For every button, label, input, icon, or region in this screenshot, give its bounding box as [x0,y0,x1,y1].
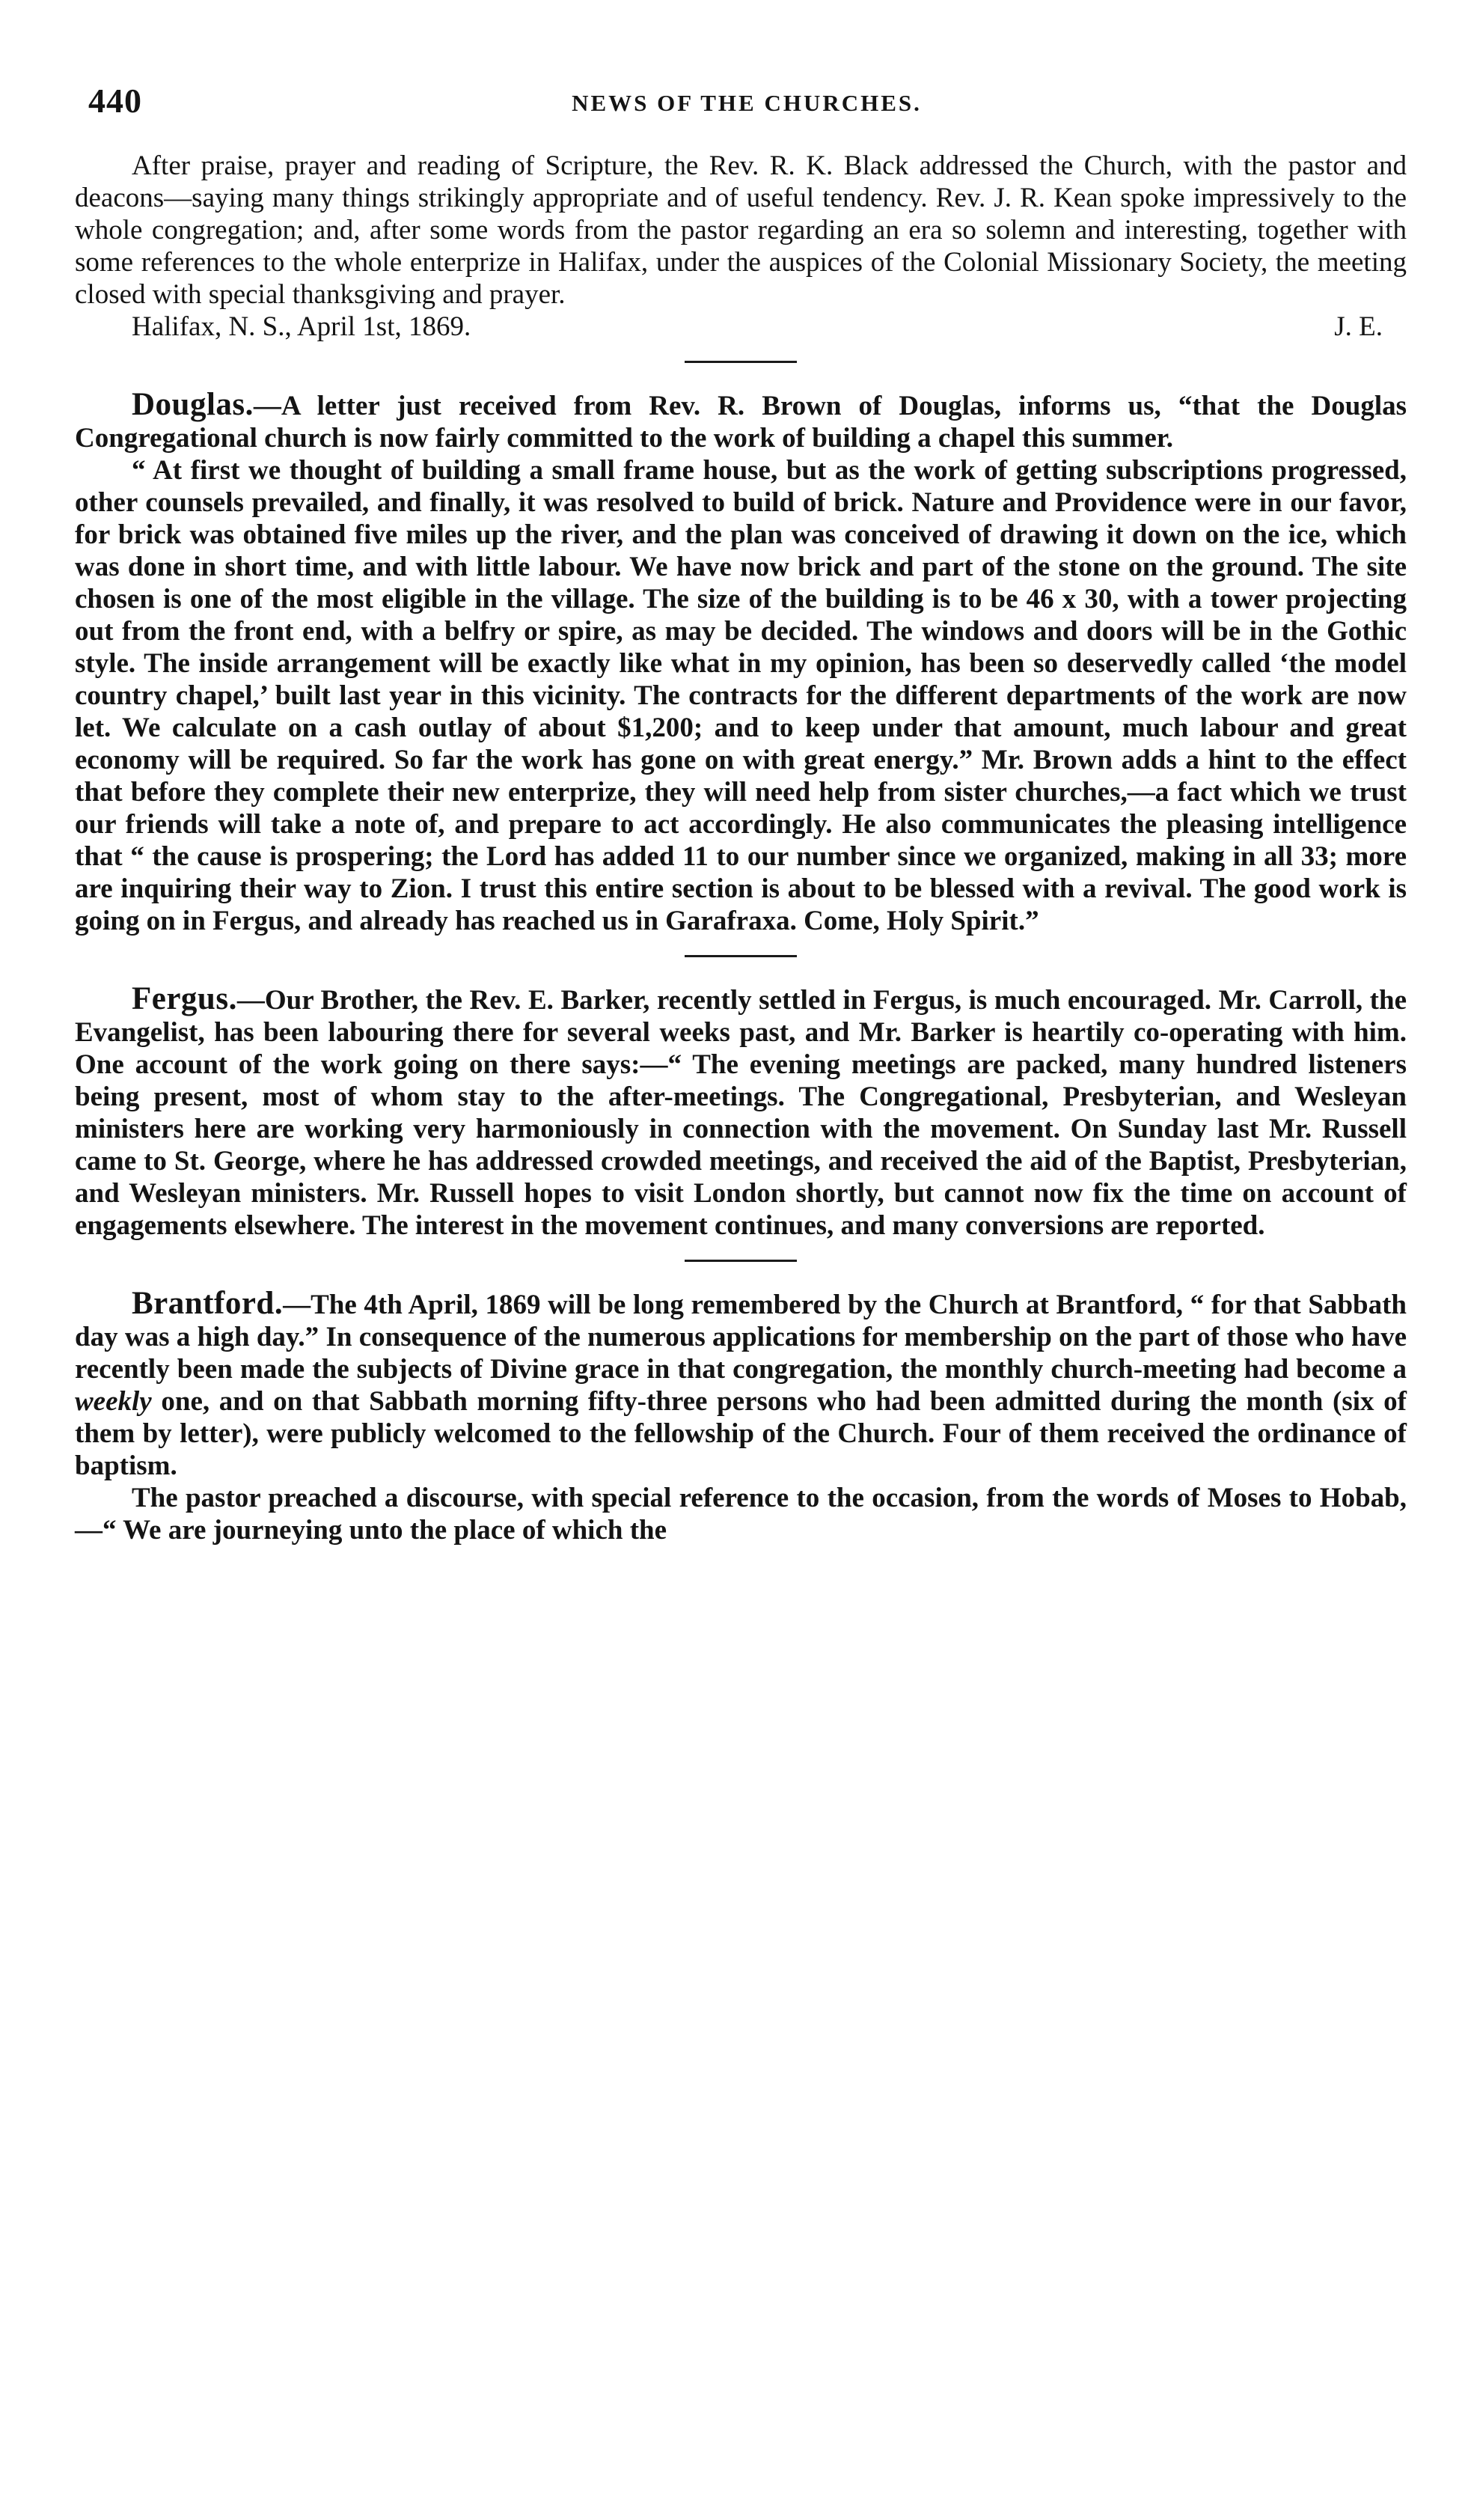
halifax-place-date: Halifax, N. S., April 1st, 1869. [132,311,471,342]
halifax-signoff [75,311,1407,343]
douglas-body-paragraph: “ At first we thought of building a small frame house, but as the work of getting subscriptions progressed, other counsels prevailed, and finally, it was resolved to build of brick. Nature and Providence were in our favor, for brick was obtained five miles up the river, and the plan was conceived of drawing it down on the ice, which was done in short time, and with little labour. We have now brick and part of the stone on the ground. The site chosen is one of the most eligible in the village. The size of the building is to be 46 x 30, with a tower projecting out from the front end, with a belfry or spire, as may be decided. The windows and doors will be in the Gothic style. The inside arrangement will be exactly like what in my opinion, has been so deservedly called ‘the model country chapel,’ built last year in this vicinity. The contracts for the different departments of the work are now let. We calculate on a cash outlay of about $1,200; and to keep under that amount, much labour and great economy will be required. So far the work has gone on with great energy.” Mr. Brown adds a hint to the effect that before they complete their new enterprize, they will need help from sister churches,—a fact which we trust our friends will take a note of, and prepare to act accordingly. He also communicates the pleasing intelligence that “ the cause is prospering; the Lord has added 11 to our number since we organized, making in all 33; more are inquiring their way to Zion. I trust this entire section is about to be blessed with a revival. The good work is going on in Fergus, and already has reached us in Garafraxa. Come, Holy Spirit.” [75,455,1407,936]
brantford-paragraph-1 [75,1287,1407,1482]
douglas-intro-paragraph [75,388,1407,454]
section-divider [685,361,797,363]
brantford-body-before-italic: —The 4th April, 1869 will be long remembered by the Church at Brantford, “ for that Sabbath day was a high day.” In consequence of the numerous applications for membership on the part of those who have recently been made the subjects of Divine grace in that congregation, the monthly church-meeting had become a [75,1290,1407,1385]
fergus-body-text: —Our Brother, the Rev. E. Barker, recently settled in Fergus, is much encouraged. Mr. Carroll, the Evangelist, has been labouring there for several weeks past, and Mr. Barker is heartily co-operating with him. One account of the work going on there says:—“ The evening meetings are packed, many hundred listeners being present, most of whom stay to the after-meetings. The Congregational, Presbyterian, and Wesleyan ministers here are working very harmoniously in connection with the movement. On Sunday last Mr. Russell came to St. George, where he has addressed crowded meetings, and received the aid of the Baptist, Presbyterian, and Wesleyan ministers. Mr. Russell hopes to visit London shortly, but cannot now fix the time on account of engagements elsewhere. The interest in the movement continues, and many conversions are reported. [75,985,1407,1241]
halifax-section [75,150,1407,343]
section-divider [685,955,797,957]
page-header [88,81,1405,126]
fergus-section [75,983,1407,1242]
page-number: 440 [88,82,142,120]
halifax-initials: J. E. [1334,311,1383,342]
douglas-heading: Douglas. [132,387,254,422]
halifax-paragraph: After praise, prayer and reading of Scripture, the Rev. R. K. Black addressed the Church, with the pastor and deacons—saying many things strikingly appropriate and of useful tendency. Rev. J. R. Kean spoke impressively to the whole congregation; and, after some words from the pastor regarding an era so solemn and interesting, together with some references to the whole enterprize in Halifax, under the auspices of the Colonial Missionary Society, the meeting closed with special thanksgiving and prayer. [75,150,1407,310]
brantford-italic-word: weekly [75,1386,152,1417]
douglas-section [75,388,1407,937]
fergus-heading: Fergus. [132,981,237,1016]
fergus-paragraph [75,983,1407,1242]
brantford-section [75,1287,1407,1546]
douglas-intro-text: —A letter just received from Rev. R. Brown of Douglas, informs us, “that the Douglas Congregational church is now fairly committed to the work of building a chapel this summer. [75,391,1407,454]
page-content [75,150,1407,1546]
brantford-paragraph-2: The pastor preached a discourse, with special reference to the occasion, from the words of Moses to Hobab,—“ We are journeying unto the place of which the [75,1483,1407,1546]
section-divider [685,1260,797,1262]
running-title: NEWS OF THE CHURCHES. [572,90,922,116]
brantford-body-after-italic: one, and on that Sabbath morning fifty-three persons who had been admitted during the month (six of them by letter), were publicly welcomed to the fellowship of the Church. Four of them received the ordinance of baptism. [75,1386,1407,1481]
brantford-heading: Brantford. [132,1286,284,1321]
